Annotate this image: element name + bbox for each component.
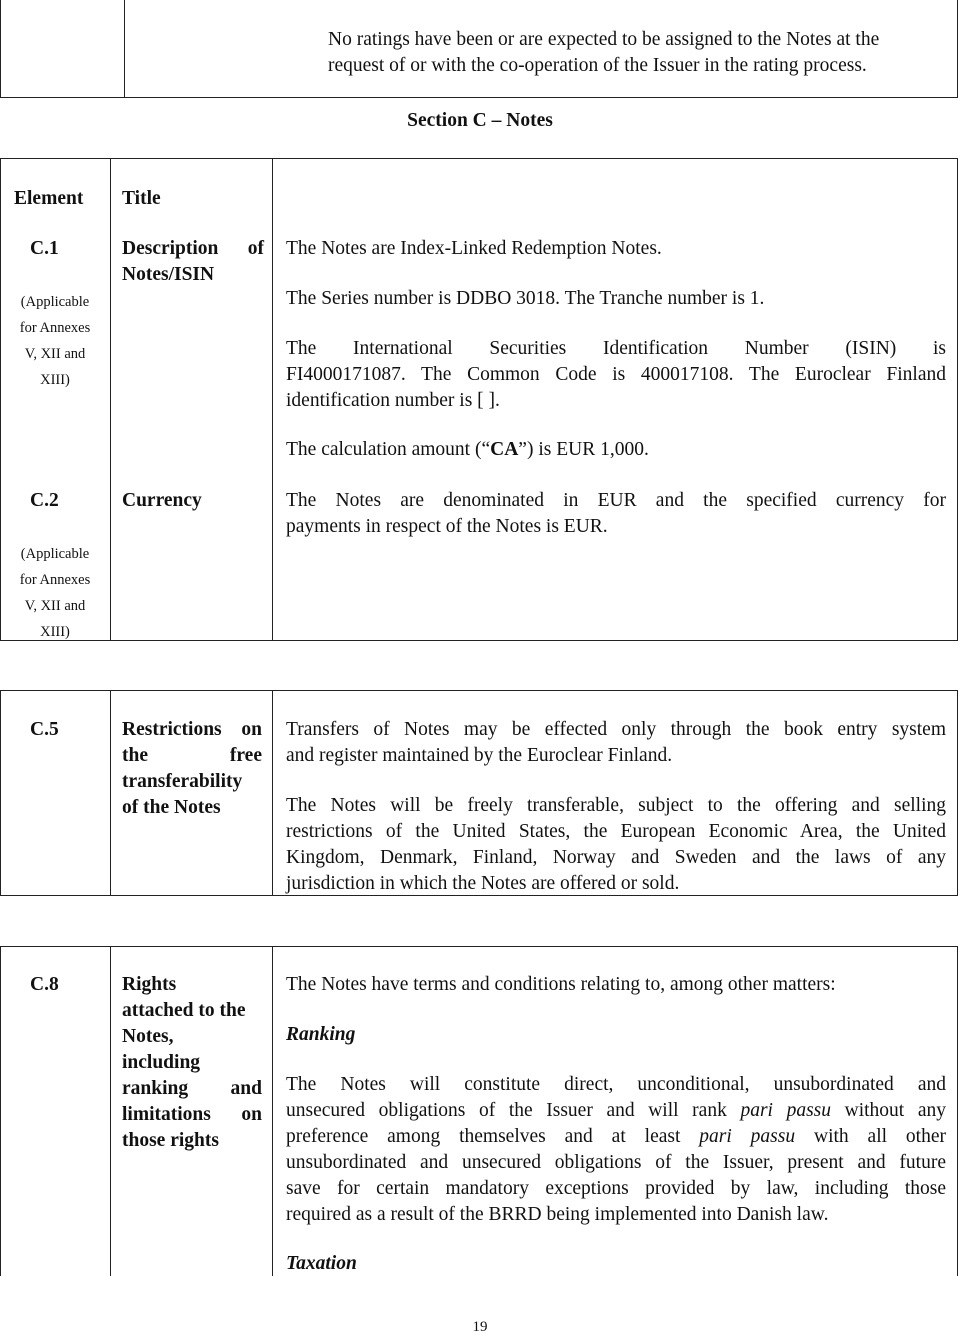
c8-title-line: including bbox=[122, 1052, 201, 1073]
c5-title-line: of the Notes bbox=[122, 797, 221, 818]
applicable-line: for Annexes bbox=[19, 320, 91, 336]
c5-p1-line-2: and register maintained by the Euroclear Finland. bbox=[286, 745, 673, 766]
title-header: Title bbox=[122, 188, 161, 209]
c8-ranking-l3-pre: preference among themselves and at least bbox=[286, 1126, 700, 1147]
c8-title-line: those rights bbox=[122, 1130, 219, 1151]
c8-pari-passu: pari passu bbox=[740, 1100, 832, 1121]
c8-ranking-l2-post: without any bbox=[831, 1100, 946, 1121]
c8-ranking-line: save for certain mandatory exceptions provided by law, including those bbox=[286, 1178, 946, 1199]
c8-ranking-line: unsubordinated and unsecured obligations of the Issuer, present and future bbox=[286, 1152, 946, 1173]
c8-ranking-l2-pre: unsecured obligations of the Issuer and will rank bbox=[286, 1100, 741, 1121]
c5-title-line: Restrictions on bbox=[122, 719, 262, 740]
c5-p2-line: restrictions of the United States, the European Economic Area, the United bbox=[286, 821, 946, 842]
c5-title bbox=[122, 717, 262, 821]
c8-ranking-l3-post: with all other bbox=[795, 1126, 947, 1147]
c1-p3-line-1: The International Securities Identification Number (ISIN) is bbox=[286, 338, 946, 359]
c2-line-2: payments in respect of the Notes is EUR. bbox=[286, 516, 608, 537]
c8-title-line: ranking and bbox=[122, 1078, 262, 1099]
c8-code: C.8 bbox=[30, 974, 59, 995]
c8-title-line: Notes, bbox=[122, 1026, 174, 1047]
applicable-line: (Applicable bbox=[20, 294, 90, 310]
rating-text-line-2: request of or with the co-operation of the Issuer in the rating process. bbox=[328, 55, 867, 76]
c1-code: C.1 bbox=[30, 238, 59, 259]
c8-title-line: Rights bbox=[122, 974, 177, 995]
element-header: Element bbox=[14, 188, 84, 209]
c2-applicable-note bbox=[0, 541, 110, 645]
c8-taxation-heading: Taxation bbox=[286, 1253, 357, 1274]
applicable-line: for Annexes bbox=[19, 572, 91, 588]
c8-ranking-heading: Ranking bbox=[286, 1024, 356, 1045]
c1-p3-line-3: identification number is [ ]. bbox=[286, 390, 500, 411]
c5-p1-line-1: Transfers of Notes may be effected only through the book entry system bbox=[286, 719, 946, 740]
rating-text-line-1: No ratings have been or are expected to be assigned to the Notes at the bbox=[328, 29, 880, 50]
c8-ranking-line bbox=[286, 1124, 946, 1150]
c1-p2: The Series number is DDBO 3018. The Tranche number is 1. bbox=[286, 288, 765, 309]
c5-p2-line: jurisdiction in which the Notes are offered or sold. bbox=[286, 873, 680, 894]
c1-p4 bbox=[286, 437, 649, 463]
c2-code: C.2 bbox=[30, 490, 59, 511]
c1-title bbox=[112, 236, 272, 288]
c1-applicable-note bbox=[0, 289, 110, 393]
c8-intro: The Notes have terms and conditions relating to, among other matters: bbox=[286, 974, 836, 995]
c1-p4-ca: CA bbox=[490, 439, 519, 460]
applicable-line: (Applicable bbox=[20, 546, 90, 562]
c8-title-line: limitations on bbox=[122, 1104, 262, 1125]
c2-line-1: The Notes are denominated in EUR and the specified currency for bbox=[286, 490, 946, 511]
applicable-line: XIII) bbox=[40, 624, 70, 640]
applicable-line: V, XII and bbox=[24, 346, 86, 362]
c8-pari-passu: pari passu bbox=[699, 1126, 796, 1147]
c5-title-line: transferability bbox=[122, 771, 243, 792]
c8-title bbox=[122, 972, 262, 1154]
c1-p3-line-2: FI4000171087. The Common Code is 400017108. The Euroclear Finland bbox=[286, 364, 946, 385]
page-number: 19 bbox=[472, 1319, 488, 1335]
c2-title: Currency bbox=[122, 490, 202, 511]
c8-title-line: attached to the bbox=[122, 1000, 246, 1021]
section-heading: Section C – Notes bbox=[407, 110, 553, 131]
applicable-line: XIII) bbox=[40, 372, 70, 388]
c1-p1: The Notes are Index-Linked Redemption Notes. bbox=[286, 238, 662, 259]
c1-title-text: Description of Notes/ISIN bbox=[122, 238, 264, 285]
c1-p4-pre: The calculation amount (“ bbox=[286, 439, 491, 460]
c5-code: C.5 bbox=[30, 719, 59, 740]
c1-p4-post: ”) is EUR 1,000. bbox=[518, 439, 649, 460]
c8-ranking-line: required as a result of the BRRD being implemented into Danish law. bbox=[286, 1204, 829, 1225]
c5-title-line: the free bbox=[122, 745, 262, 766]
applicable-line: V, XII and bbox=[24, 598, 86, 614]
c8-ranking-line: The Notes will constitute direct, unconditional, unsubordinated and bbox=[286, 1074, 946, 1095]
c8-ranking-line bbox=[286, 1098, 946, 1124]
c5-p2-line: Kingdom, Denmark, Finland, Norway and Sweden and the laws of any bbox=[286, 847, 946, 868]
c5-p2-line: The Notes will be freely transferable, subject to the offering and selling bbox=[286, 795, 946, 816]
